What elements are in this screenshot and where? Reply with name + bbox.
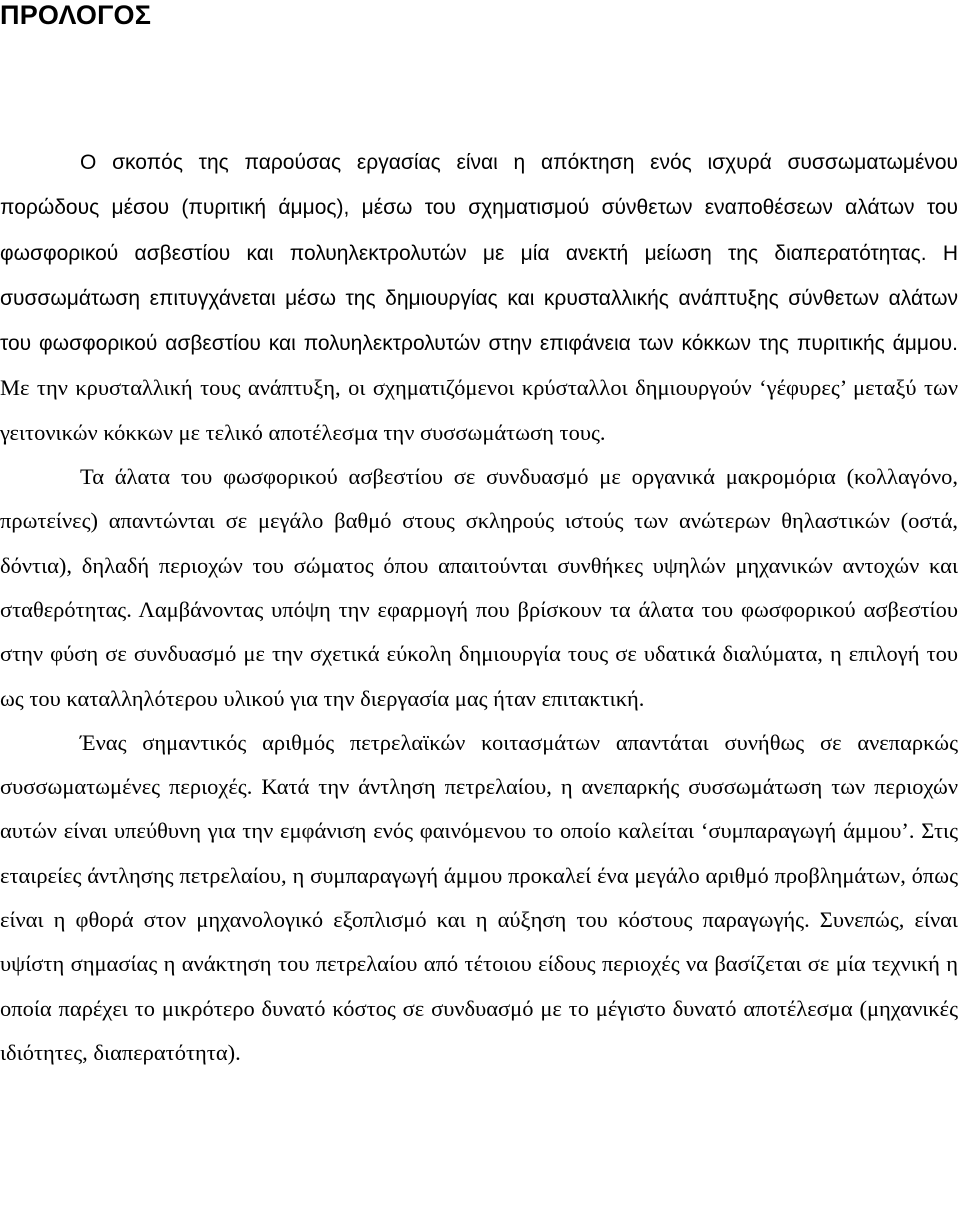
sentence: Τα άλατα του φωσφορικού ασβεστίου σε συνδυασμό με οργανικά μακρομόρια (κολλαγόνο, πρωτείνες) απαντώνται σε μεγάλο βαθμό στους σκληρούς ιστούς των ανώτερων θηλαστικών (οστά, δόντια), δηλαδή περιοχών του σώματος όπου απαιτούνται συνθήκες υψηλών μηχανικών αντοχών και σταθερότητας.: [0, 464, 958, 622]
sentence: Ο σκοπός της παρούσας εργασίας είναι η απόκτηση ενός ισχυρά συσσωματωμένου πορώδους μέσου (πυριτική άμμος), μέσω του σχηματισμού σύνθετων εναποθέσεων αλάτων του φωσφορικού ασβεστίου και πολυηλεκτρολυτών με μία ανεκτή μείωση της διαπερατότητας. Η συσσωμάτωση επιτυγχάνεται μέσω της δημιουργίας και κρυσταλλικής ανάπτυξης σύνθετων αλάτων του φωσφορικού ασβεστίου και πολυηλεκτρολυτών στην επιφάνεια των κόκκων της πυριτικής άμμου.: [0, 151, 958, 356]
sentence: Λαμβάνοντας υπόψη την εφαρμογή που βρίσκουν τα άλατα του φωσφορικού ασβεστίου στην φύση σε συνδυασμό με την σχετικά εύκολη δημιουργία τους σε υδατικά διαλύματα, η επιλογή του ως του καταλληλότερου υλικού για την διεργασία μας ήταν επιτακτική.: [0, 596, 958, 711]
paragraph-3: [0, 721, 958, 1075]
sentence: Στις εταιρείες άντλησης πετρελαίου, η συμπαραγωγή άμμου προκαλεί ένα μεγάλο αριθμό προβλημάτων, όπως είναι η φθορά στον μηχανολογικό εξοπλισμό και η αύξηση του κόστους παραγωγής.: [0, 818, 958, 933]
paragraph-1: [0, 140, 958, 455]
sentence: Κατά την άντληση πετρελαίου, η ανεπαρκής συσσωμάτωση των περιοχών αυτών είναι υπεύθυνη για την εμφάνιση ενός φαινόμενου το οποίο καλείται ‘συμπαραγωγή άμμου’.: [0, 774, 958, 844]
paragraph-2: [0, 455, 958, 721]
page-title: ΠΡΟΛΟΓΟΣ: [0, 0, 152, 30]
sentence: Ένας σημαντικός αριθμός πετρελαϊκών κοιτασμάτων απαντάται συνήθως σε ανεπαρκώς συσσωματωμένες περιοχές.: [0, 729, 958, 800]
sentence: Συνεπώς, είναι υψίστη σημασίας η ανάκτηση του πετρελαίου από τέτοιου είδους περιοχές να βασίζεται σε μία τεχνική η οποία παρέχει το μικρότερο δυνατό κόστος σε συνδυασμό με το μέγιστο δυνατό αποτέλεσμα (μηχανικές ιδιότητες, διαπερατότητα).: [0, 907, 958, 1065]
sentence: Με την κρυσταλλική τους ανάπτυξη, οι σχηματιζόμενοι κρύσταλλοι δημιουργούν ‘γέφυρες’ μεταξύ των γειτονικών κόκκων με τελικό αποτέλεσμα την συσσωμάτωση τους.: [0, 375, 958, 445]
document-body: [0, 140, 958, 1075]
